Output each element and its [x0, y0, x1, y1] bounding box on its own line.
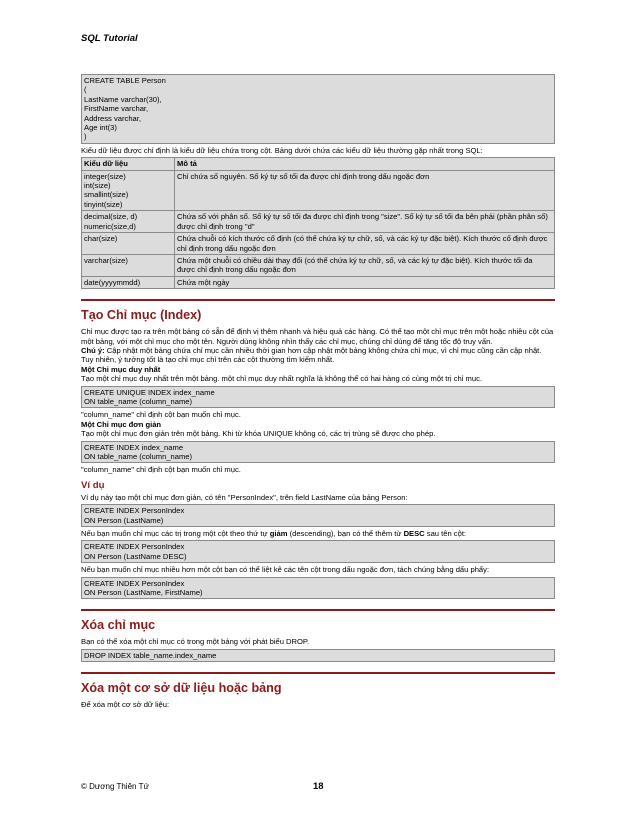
data-types-table: [81, 157, 555, 289]
table-row: [82, 276, 555, 288]
code-line: (: [84, 85, 87, 95]
type-cell: integer(size) int(size) smallint(size) tinyint(size): [82, 170, 175, 211]
table-row: [82, 211, 555, 233]
code-line: ON Person (LastName, FirstName): [84, 588, 203, 598]
description-cell: Chứa một chuỗi có chiều dài thay đổi (có thể chứa ký tự chữ, số, và các ký tự đặc biệt). Kích thước tối đa được chỉ định trong dấu ngoặc đơn: [175, 254, 555, 276]
code-line: ON table_name (column_name): [84, 396, 193, 406]
index-note: [81, 346, 555, 365]
header-cell-type: Kiểu dữ liệu: [82, 158, 175, 170]
type-cell: decimal(size, d) numeric(size,d): [82, 211, 175, 233]
type-cell: date(yyyymmdd): [82, 276, 175, 288]
section-title-example: Ví dụ: [81, 479, 105, 491]
unique-index-subtitle: Một Chỉ mục duy nhất: [81, 364, 161, 374]
section-divider: [81, 609, 555, 611]
code-line: CREATE INDEX PersonIndex: [84, 506, 185, 516]
type-cell: varchar(size): [82, 254, 175, 276]
simple-index-text: Tạo một chỉ mục đơn giản trên một bảng. Khi từ khóa UNIQUE không có, các trị trùng sẽ được cho phép.: [81, 429, 436, 439]
code-line: Age int(3): [84, 123, 117, 133]
code-line: FirstName varchar,: [84, 104, 149, 114]
description-cell: Chỉ chứa số nguyên. Số ký tự số tối đa được chỉ định trong dấu ngoặc đơn: [175, 170, 555, 211]
note-text: Cập nhật một bảng chứa chỉ mục cần nhiều thời gian hơn cập nhật một bảng không chứa chỉ mục, vì chỉ mục cũng cần cập nhật. Tuy nhiên, ý tưởng tốt là tạo chỉ mục chỉ trên các cột thường tìm kiếm nhất.: [81, 345, 542, 365]
note-label: Chú ý:: [81, 345, 105, 355]
page-content: [81, 72, 555, 710]
drop-index-code-block: [81, 649, 555, 662]
description-cell: Chứa số với phân số. Số ký tự số tối đa được chỉ định trong "size". Số ký tự số tối đa bên phải (phần phân số) được chỉ định trong "d": [175, 211, 555, 233]
footer-author: © Dương Thiên Tứ: [81, 782, 149, 791]
example-text-1: Ví dụ này tạo một chỉ mục đơn giản, có tên "PersonIndex", trên field LastName của bảng Person:: [81, 492, 408, 502]
text-span-bold: giảm: [269, 529, 288, 539]
header-cell-description: Mô tả: [175, 158, 555, 170]
section-divider: [81, 299, 555, 301]
page-header-title: SQL Tutorial: [81, 33, 138, 44]
code-line: CREATE INDEX index_name: [84, 442, 184, 452]
drop-database-text: Để xóa một cơ sở dữ liệu:: [81, 700, 170, 710]
code-line: CREATE TABLE Person: [84, 76, 166, 85]
simple-index-code-block: [81, 441, 555, 464]
create-table-code-block: [81, 74, 555, 144]
code-line: CREATE UNIQUE INDEX index_name: [84, 387, 215, 397]
section-divider: [81, 672, 555, 674]
page-number: 18: [313, 781, 324, 792]
drop-index-text: Bạn có thể xóa một chỉ mục có trong một bảng với phát biểu DROP.: [81, 637, 310, 647]
table-row: [82, 254, 555, 276]
example-code-block-2: [81, 540, 555, 563]
code-line: DROP INDEX table_name.index_name: [84, 650, 217, 660]
table-row: [82, 170, 555, 211]
code-line: ): [84, 132, 87, 142]
example-code-block-3: [81, 577, 555, 600]
example-text-2: [81, 529, 555, 538]
simple-index-after-text: "column_name" chỉ định cột bạn muốn chỉ mục.: [81, 465, 241, 475]
code-line: CREATE INDEX PersonIndex: [84, 578, 185, 588]
unique-index-code-block: [81, 386, 555, 409]
index-intro-text: Chỉ mục được tạo ra trên một bảng có sẵn để định vị thêm nhanh và hiệu quả các hàng. Có thể tạo một chỉ mục trên một hoặc nhiều cột của một bảng, với một chỉ mục cho một tên. Người dùng không nhìn thấy các chỉ mục, chúng chỉ dùng để tăng tốc độ truy vấn.: [81, 327, 554, 346]
table-header-row: [82, 158, 555, 170]
code-line: ON table_name (column_name): [84, 452, 193, 461]
text-span: sau tên cột:: [424, 529, 467, 539]
unique-index-after-text: "column_name" chỉ định cột bạn muốn chỉ mục.: [81, 410, 241, 420]
section-title-drop-index: Xóa chỉ mục: [81, 618, 156, 633]
type-cell: char(size): [82, 233, 175, 255]
unique-index-text: Tạo một chỉ mục duy nhất trên một bảng. một chỉ mục duy nhất nghĩa là không thể có hai hàng có cùng một trị chỉ mục.: [81, 374, 482, 384]
simple-index-subtitle: Một Chỉ mục đơn giản: [81, 419, 162, 429]
code-line: ON Person (LastName DESC): [84, 551, 187, 561]
description-cell: Chứa một ngày: [175, 276, 555, 288]
section-title-drop-database: Xóa một cơ sở dữ liệu hoặc bảng: [81, 681, 282, 696]
example-text-3: Nếu bạn muốn chỉ mục nhiều hơn một cột bạn có thể liệt kê các tên cột trong dấu ngoặc đơn, tách chúng bằng dấu phẩy:: [81, 565, 490, 575]
text-span-bold: DESC: [403, 529, 425, 539]
text-span: Nếu bạn muốn chỉ mục các trị trong một cột theo thứ tự: [81, 529, 270, 539]
code-line: LastName varchar(30),: [84, 94, 162, 104]
code-line: Address varchar,: [84, 113, 141, 123]
example-code-block-1: [81, 504, 555, 527]
code-line: ON Person (LastName): [84, 515, 164, 525]
table-row: [82, 233, 555, 255]
code-line: CREATE INDEX PersonIndex: [84, 542, 185, 552]
text-span: (descending), bạn có thể thêm từ: [287, 529, 404, 539]
types-intro-text: Kiểu dữ liệu được chỉ định là kiểu dữ liệu chứa trong cột. Bảng dưới chứa các kiểu dữ liệu thường gặp nhất trong SQL:: [81, 145, 483, 155]
description-cell: Chứa chuỗi có kích thước cố định (có thể chứa ký tự chữ, số, và các ký tự đặc biệt). Kích thước cố định được chỉ định trong dấu ngoặc đơn: [175, 233, 555, 255]
section-title-create-index: Tạo Chỉ mục (Index): [81, 308, 202, 323]
